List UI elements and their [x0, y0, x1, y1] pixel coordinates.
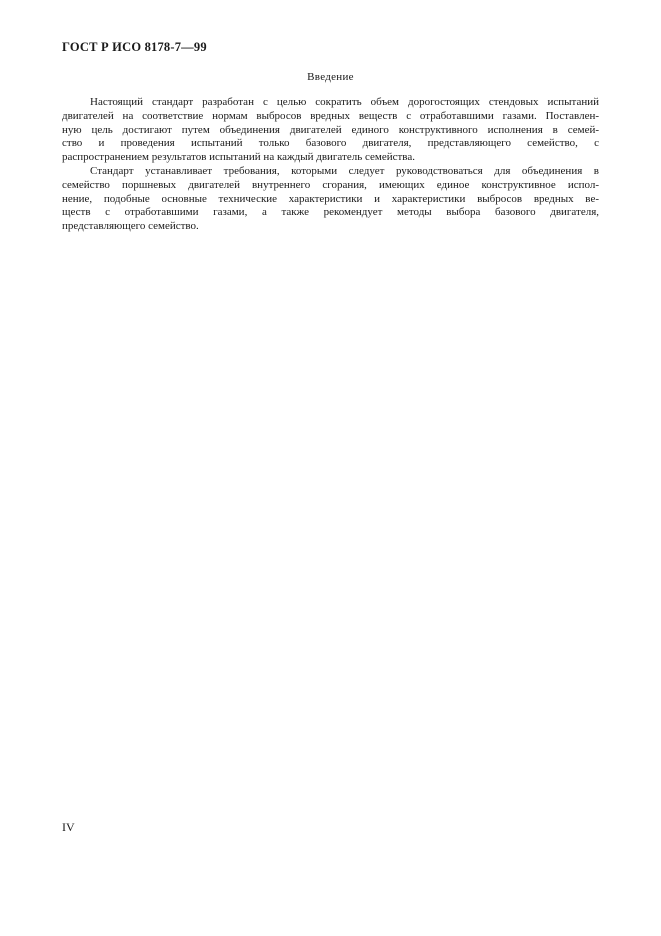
- paragraph-line: ство и проведения испытаний только базового двигателя, представляющего семейство, с: [62, 137, 599, 150]
- paragraph-line: двигателей на соответствие нормам выбросов вредных веществ с отработавшими газами. Поставлен-: [62, 109, 599, 122]
- paragraph-2: [62, 165, 599, 234]
- paragraph-line: представляющего семейство.: [62, 220, 199, 233]
- standard-code-header: ГОСТ Р ИСО 8178-7—99: [62, 40, 207, 54]
- paragraph-line: ществ с отработавшими газами, а также рекомендует методы выбора базового двигателя,: [62, 206, 599, 219]
- paragraph-line: Настоящий стандарт разработан с целью сократить объем дорогостоящих стендовых испытаний: [90, 96, 599, 108]
- paragraph-line: семейство поршневых двигателей внутреннего сгорания, имеющих единое конструктивное испол-: [62, 178, 599, 191]
- section-title: Введение: [307, 71, 354, 83]
- paragraph-line: распространением результатов испытаний на каждый двигатель семейства.: [62, 151, 415, 164]
- paragraph-1: [62, 96, 599, 165]
- body-text: [62, 96, 599, 234]
- paragraph-line: ную цель достигают путем объединения двигателей единого конструктивного исполнения в семей-: [62, 123, 599, 136]
- page-number: IV: [62, 820, 75, 834]
- paragraph-line: Стандарт устанавливает требования, которыми следует руководствоваться для объединения в: [90, 164, 599, 177]
- paragraph-line: нение, подобные основные технические характеристики и характеристики выбросов вредных ве-: [62, 192, 599, 205]
